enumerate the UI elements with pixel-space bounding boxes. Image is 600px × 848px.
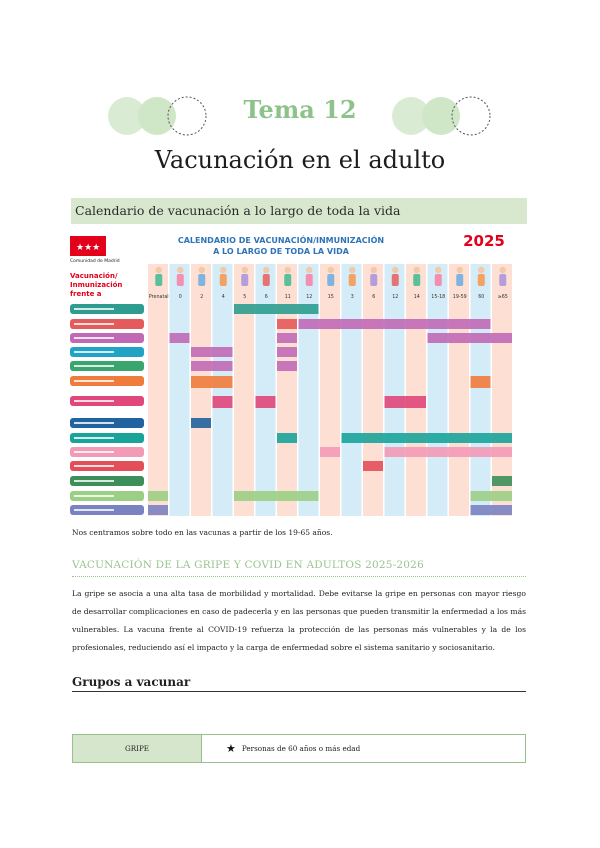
vaccine-marker (234, 491, 319, 501)
vaccine-marker (492, 476, 512, 486)
age-label: 0 (178, 295, 182, 300)
age-label: 6 (372, 295, 376, 300)
age-label: 11 (284, 295, 291, 300)
age-label: ≥65 (497, 295, 508, 300)
age-label: 3 (350, 295, 354, 300)
groups-table-row (72, 734, 526, 763)
vaccine-marker (277, 347, 297, 357)
sidebar-label-2: Inmunización (70, 281, 123, 289)
vaccine-marker (428, 333, 513, 343)
vaccine-marker (277, 333, 297, 343)
age-columns (148, 264, 512, 516)
age-label: 12 (392, 295, 399, 300)
age-label: 19-59 (452, 295, 467, 300)
vaccine-marker (277, 319, 297, 329)
age-label: 14 (413, 295, 420, 300)
age-label: 15 (327, 295, 334, 300)
vaccine-rows (70, 304, 144, 515)
calendar-title-1: CALENDARIO DE VACUNACIÓN/INMUNIZACIÓN (177, 236, 385, 245)
vaccine-marker (299, 319, 491, 329)
age-label: 5 (243, 295, 247, 300)
topic-label: Tema 12 (243, 95, 357, 124)
age-label: 2 (200, 295, 204, 300)
age-label: Prenatal (148, 295, 169, 300)
calendar-year: 2025 (463, 232, 505, 250)
vaccine-marker (170, 333, 190, 343)
vaccine-marker (148, 491, 168, 501)
vaccine-marker (385, 396, 427, 408)
group-item-text: Personas de 60 años o más edad (241, 744, 361, 753)
logo-text: Comunidad de Madrid (70, 259, 120, 264)
group-label: GRIPE (73, 735, 202, 762)
section-band-title: Calendario de vacunación a lo largo de toda la vida (71, 198, 527, 224)
vaccine-marker (148, 505, 168, 515)
vaccine-marker (191, 361, 233, 371)
vaccine-marker (471, 505, 513, 515)
calendar-note: Nos centramos sobre todo en las vacunas a partir de los 19-65 años. (72, 528, 333, 537)
vaccine-marker (471, 376, 491, 388)
flu-heading-divider (72, 576, 526, 577)
flu-paragraph: La gripe se asocia a una alta tasa de morbilidad y mortalidad. Debe evitarse la gripe en personas con mayor riesgo de desarrollar complicaciones en caso de padecerla y en las personas que pueden transmitir la enfermedad a los más vulnerables. La vacuna frente al COVID-19 refuerza la protección de las personas más vulnerables y la de los profesionales, reduciendo así el impacto y la carga de enfermedad sobre el sistema sanitario y sociosanitario. (72, 589, 526, 652)
age-label: 4 (221, 295, 225, 300)
vaccine-marker (213, 396, 233, 408)
age-label: 12 (306, 295, 313, 300)
vaccine-marker (191, 418, 211, 428)
vaccine-marker (363, 461, 383, 471)
vaccine-marker (320, 447, 340, 457)
vaccine-marker (385, 447, 513, 457)
sidebar-label-3: frente a (70, 290, 102, 298)
sidebar-label-1: Vacunación/ (70, 272, 118, 280)
vaccine-marker (277, 361, 297, 371)
vaccine-marker (277, 433, 297, 443)
star-icon: ★ (226, 742, 236, 755)
vaccine-marker (471, 491, 513, 501)
madrid-logo (70, 236, 120, 264)
groups-heading: Grupos a vacunar (72, 675, 191, 689)
vaccine-marker (234, 304, 319, 314)
svg-text:★★★: ★★★ (76, 243, 101, 253)
age-label: 60 (478, 295, 485, 300)
page-title: Vacunación en el adulto (154, 146, 446, 174)
age-label: 15-18 (431, 295, 446, 300)
vaccine-marker (191, 376, 233, 388)
age-label: 6 (264, 295, 268, 300)
vaccine-marker (342, 433, 513, 443)
groups-divider (72, 691, 526, 692)
vaccine-marker (256, 396, 276, 408)
calendar-title-2: A LO LARGO DE TODA LA VIDA (213, 247, 349, 256)
vaccination-calendar-image (66, 226, 526, 518)
vaccine-marker (191, 347, 233, 357)
group-item (202, 735, 525, 762)
flu-covid-heading: VACUNACIÓN DE LA GRIPE Y COVID EN ADULTOS 2025-2026 (72, 559, 424, 571)
